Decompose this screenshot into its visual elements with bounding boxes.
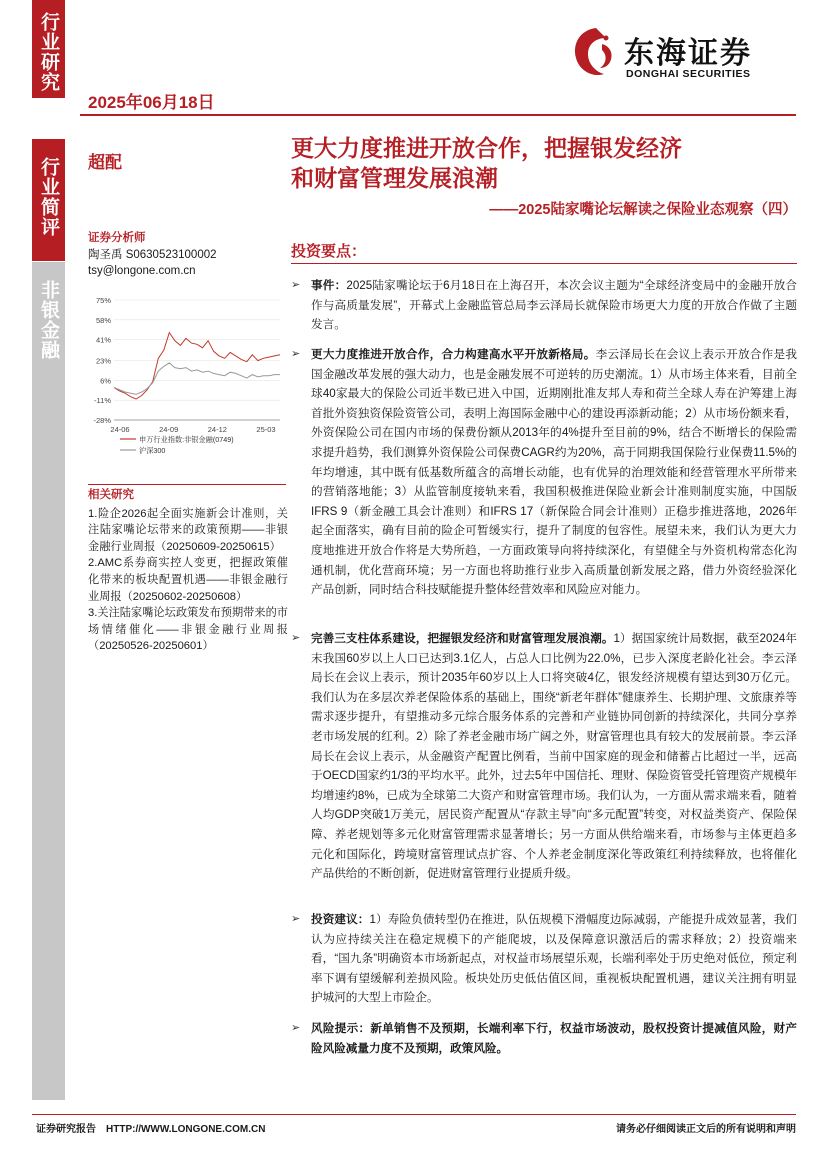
sector-tab-label: 非银金融 bbox=[38, 280, 60, 360]
page-title bbox=[291, 134, 797, 194]
analyst-email[interactable]: tsy@longone.com.cn bbox=[88, 265, 196, 278]
section-pension bbox=[291, 629, 797, 884]
chart-y-tick-label: 23% bbox=[95, 356, 111, 366]
price-chart bbox=[84, 294, 288, 470]
chart-y-tick-label: 41% bbox=[95, 335, 111, 345]
key-points-rule bbox=[291, 263, 797, 264]
section-investment bbox=[291, 910, 797, 1008]
chart-x-tick-label: 24-06 bbox=[110, 425, 130, 434]
header-rule bbox=[80, 114, 796, 116]
chart-series-line bbox=[114, 333, 280, 399]
chart-x-tick-label: 24-12 bbox=[207, 425, 227, 434]
logo-cn-name: 东海证券 bbox=[624, 36, 752, 71]
related-item[interactable]: 3.关注陆家嘴论坛政策发布预期带来的市场情绪催化——非银金融行业周报（20250526-20250601） bbox=[88, 607, 288, 653]
bullet-arrow-icon: ➢ bbox=[291, 913, 301, 925]
section-text: 2025陆家嘴论坛于6月18日在上海召开，本次会议主题为“全球经济变局中的金融开放合作与高质量发展”，开幕式上金融监管总局李云泽局长就保险市场更大力度的开放合作做了主题发言。 bbox=[311, 279, 797, 332]
section-text: 1）寿险负债转型仍在推进，队伍规模下滑幅度边际减弱，产能提升成效显著，我们认为应持续关注在稳定规模下的产能爬坡，以及保障意识激活后的需求释放；2）投资端来看，“国九条”明确资本市场新起点，对权益市场展望乐观，长端利率处于历史绝对低位，预定利率下调有望缓解利差损风险。板块处历史低估值区间，重视板块配置机遇，建议关注拥有明显护城河的大型上市险企。 bbox=[311, 913, 797, 1005]
section-text: 李云泽局长在会议上表示开放合作是我国金融改革发展的强大动力，也是金融发展不可逆转的历史潮流。1）从市场主体来看，目前全球40家最大的保险公司近半数已进入中国，近期刚批准友邦人寿和荷兰全球人寿在沪筹建上海首批外资独资保险资管公司，表明上海国际金融中心的建设再添新动能；2）从市场份额来看，外资保险公司在国内市场的保费份额从2013年的4%提升至目前的9%，结合不断增长的保险需求提升趋势，我们测算外资保险公司保费CAGR约为20%，高于同期我国保险行业保费11.5%的年均增速，其中既有低基数所蕴含的高增长动能，也有优异的治理效能和经营管理水平所带来的营销落地能；3）从监管制度接轨来看，我国积极推进保险业新会计准则制度实施，中国版IFRS 9（新金融工具会计准则）和IFRS 17（新保险合同会计准则）正稳步推进落地，2026年起全面落实，确有目前的险企可暂缓实行，提升了制度的包容性。展望未来，我们认为更大力度地推进开放合作将是大势所趋，一方面政策导向将持续深化，有望健全与外资机构常态化沟通机制，优化营商环境；另一方面也将助推行业步入高质量创新发展之路，借力外资经验深化产品创新，同时结合科技赋能提升整体经营效率和风险应对能力。 bbox=[311, 348, 797, 597]
analyst-block bbox=[88, 230, 288, 280]
section-lead: 更大力度推进开放合作，合力构建高水平开放新格局。 bbox=[311, 348, 596, 361]
related-research bbox=[88, 487, 288, 655]
title-line-2: 和财富管理发展浪潮 bbox=[291, 166, 498, 192]
logo-en-name: DONGHAI SECURITIES bbox=[626, 68, 751, 80]
footer-right: 请务必仔细阅读正文后的所有说明和声明 bbox=[616, 1124, 796, 1135]
report-type-tab-label: 行业简评 bbox=[38, 157, 60, 237]
section-text: 新单销售不及预期，长端利率下行，权益市场波动，股权投资计提减值风险，财产险风险减量力度不及预期，政策风险。 bbox=[311, 1022, 797, 1055]
category-tab bbox=[32, 0, 65, 98]
related-item[interactable]: 1.险企2026起全面实施新会计准则，关注陆家嘴论坛带来的政策预期——非银金融行业周报（20250609-20250615） bbox=[88, 507, 288, 553]
chart-x-tick-label: 24-09 bbox=[159, 425, 179, 434]
related-heading: 相关研究 bbox=[88, 489, 134, 501]
chart-series-line bbox=[114, 363, 280, 395]
report-date: 2025年06月18日 bbox=[88, 93, 215, 112]
bullet-arrow-icon: ➢ bbox=[291, 1022, 301, 1034]
chart-y-tick-label: 6% bbox=[100, 376, 111, 386]
section-lead: 风险提示： bbox=[311, 1022, 371, 1035]
bullet-arrow-icon: ➢ bbox=[291, 348, 301, 360]
report-type-tab bbox=[32, 139, 65, 261]
subtitle: ——2025陆家嘴论坛解读之保险业态观察（四） bbox=[489, 202, 797, 218]
section-risk bbox=[291, 1019, 797, 1058]
chart-y-tick-label: 58% bbox=[95, 315, 111, 325]
company-logo bbox=[566, 22, 796, 90]
section-lead: 完善三支柱体系建设，把握银发经济和财富管理发展浪潮。 bbox=[311, 632, 614, 645]
footer-rule bbox=[32, 1114, 796, 1115]
related-rule bbox=[88, 484, 286, 485]
price-chart-svg bbox=[84, 294, 288, 470]
sector-tab bbox=[32, 262, 65, 1100]
bullet-arrow-icon: ➢ bbox=[291, 632, 301, 644]
key-points-heading: 投资要点： bbox=[291, 243, 367, 260]
title-line-1: 更大力度推进开放合作，把握银发经济 bbox=[291, 136, 682, 162]
category-tab-label: 行业研究 bbox=[38, 12, 60, 92]
chart-legend-label: 申万行业指数:非银金融(0749) bbox=[139, 435, 234, 444]
footer-left: 证券研究报告 HTTP://WWW.LONGONE.COM.CN bbox=[36, 1124, 266, 1135]
section-lead: 投资建议： bbox=[311, 913, 370, 926]
dragon-emblem-icon bbox=[566, 24, 620, 84]
section-event bbox=[291, 276, 797, 335]
chart-y-tick-label: -28% bbox=[93, 416, 111, 425]
analyst-name: 陶圣禹 S0630523100002 bbox=[88, 248, 217, 261]
bullet-arrow-icon: ➢ bbox=[291, 279, 301, 291]
section-text: 1）据国家统计局数据，截至2024年末我国60岁以上人口已达到3.1亿人，占总人口比例为22.0%，已步入深度老龄化社会。李云泽局长在会议上表示，预计2035年60岁以上人口将突破4亿，银发经济规模有望达到30万亿元。我们认为在多层次养老保险体系的基础上，围绕“新老年群体”健康养生、长期护理、文旅康养等需求逐步提升，有望推动多元综合服务体系的完善和产业链协同创新的持续深化，共同分享养老市场发展的红利。2）除了养老金融市场广阔之外，财富管理也具有较大的发展前景。李云泽局长在会议上表示，从金融资产配置比例看，当前中国家庭的现金和储蓄占比超过一半，远高于OECD国家约1/3的平均水平。此外，过去5年中国信托、理财、保险资管受托管理资产规模年均增速约8%，已成为全球第二大资产和财富管理市场。我们认为，一方面从需求端来看，随着人均GDP突破1万美元，居民资产配置从“存款主导”向“多元配置”转变，对权益类资产、保险保障、养老规划等多元化财富管理需求显著增长；另一方面从供给端来看，市场参与主体更趋多元化和国际化，跨境财富管理试点扩容、个人养老金制度深化等政策红利持续释放，也将催化产品供给的不断创新，促进财富管理行业提质升级。 bbox=[311, 632, 797, 881]
chart-y-tick-label: 75% bbox=[95, 296, 111, 305]
chart-x-tick-label: 25-03 bbox=[256, 425, 276, 434]
chart-legend-label: 沪深300 bbox=[139, 446, 166, 455]
section-lead: 事件： bbox=[311, 279, 347, 292]
analyst-heading: 证券分析师 bbox=[88, 232, 146, 244]
chart-y-tick-label: -11% bbox=[94, 396, 111, 406]
rating: 超配 bbox=[88, 153, 122, 172]
related-item[interactable]: 2.AMC系券商实控人变更，把握政策催化带来的板块配置机遇——非银金融行业周报（20250602-20250608） bbox=[88, 557, 288, 603]
section-opening bbox=[291, 345, 797, 600]
